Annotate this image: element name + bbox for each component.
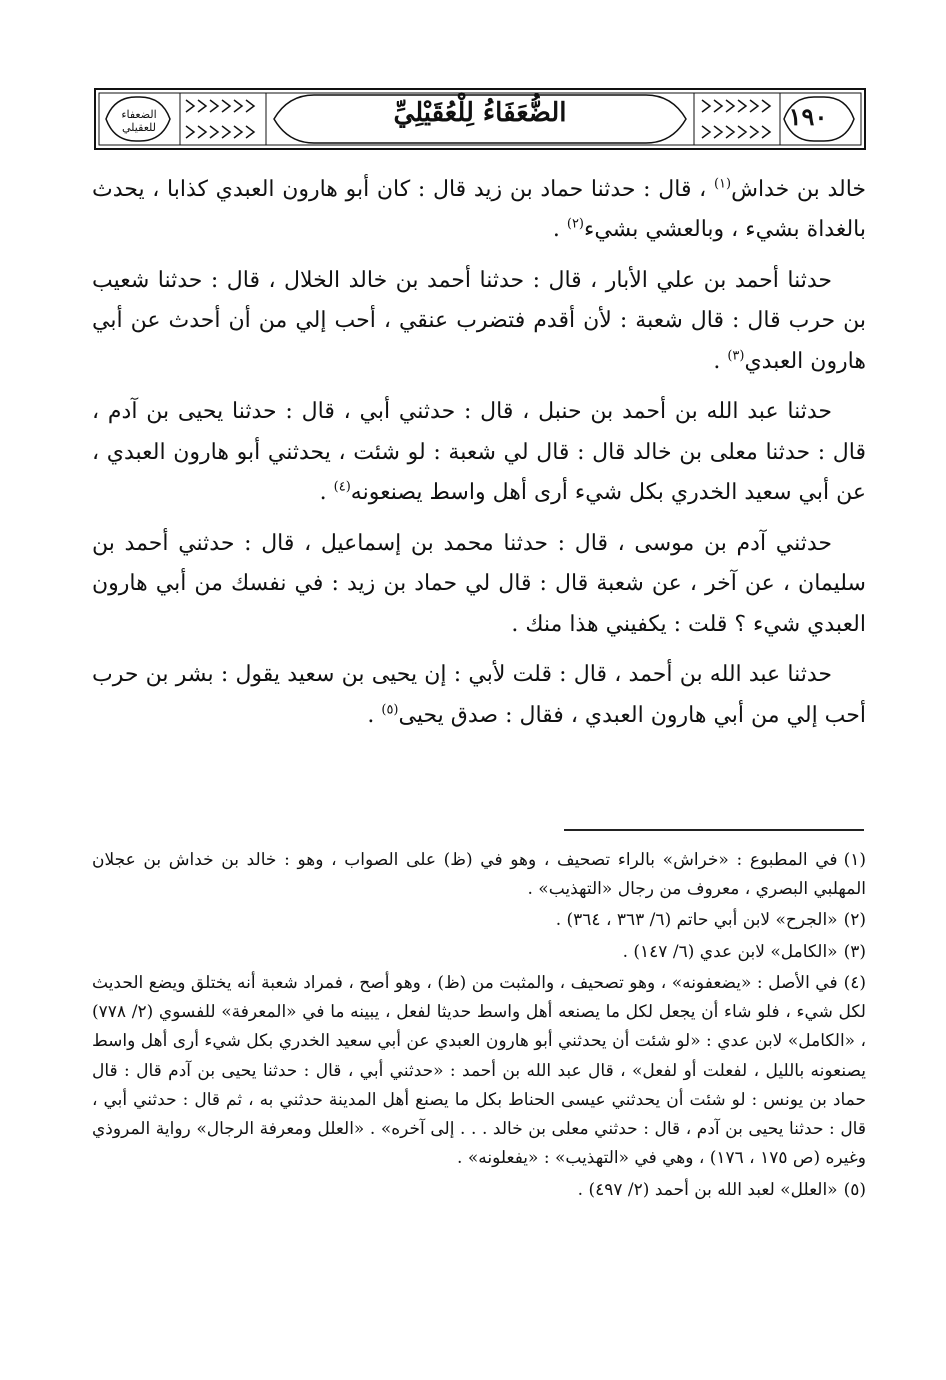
footnote-ref: (١) (713, 176, 732, 192)
paragraph: حدثني آدم بن موسى ، قال : حدثنا محمد بن إسماعيل ، قال : حدثني أحمد بن سليمان ، عن آخر ، عن شعبة قال : قال لي حماد بن زيد : في نفسك من أبي هارون العبدي شيء ؟ قلت : يكفيني هذا منك . (92, 530, 866, 637)
footnote-ref: (٣) (727, 348, 745, 364)
footnote (92, 969, 866, 1174)
footnote-text: في المطبوع : «خراش» بالراء تصحيف ، وهو في (ظ) على الصواب ، وهو : خالد بن خداش بن عجلان المهلبي البصري ، معروف من رجال «التهذيب» . (92, 850, 866, 900)
footnote-text: «الكامل» لابن عدي (٦/ ١٤٧) . (622, 941, 838, 962)
paragraph: حدثنا عبد الله بن أحمد ، قال : قلت لأبي : إن يحيى بن سعيد يقول : بشر بن حرب أحب إلي من أبي هارون العبدي ، فقال : صدق يحيى$^{(٥)}$ . (92, 662, 866, 728)
footnote-text: «العلل» لعبد الله بن أحمد (٢/ ٤٩٧) . (577, 1179, 838, 1200)
page-number: ١٩٠ (788, 102, 828, 131)
paragraph: حدثنا أحمد بن علي الأبار ، قال : حدثنا أحمد بن خالد الخلال ، قال : حدثنا شعيب بن حرب قال : قال شعبة : لأن أقدم فتضرب عنقي ، أحب إلي من أن أحدث عن أبي هارون العبدي$^{(٣)}$ . (92, 267, 866, 374)
footnote-number: (٤) (843, 972, 866, 993)
paragraph: خالد بن خداش$^{(١)}$ ، قال : حدثنا حماد بن زيد قال : كان أبو هارون العبدي كذابا ، يحدث بالغداة بشيء ، وبالعشي بشيء$^{(٢)}$ . (92, 176, 866, 243)
footnote-number: (١) (843, 850, 866, 870)
footnote (92, 846, 866, 904)
book-title: الضُّعَفَاءُ لِلْعُقَيْلِيِّ (393, 98, 567, 128)
footnote (92, 906, 866, 935)
emblem-text: الضعفاء للعقيلي (121, 108, 157, 134)
footnote-number: (٢) (843, 910, 866, 931)
footnote-separator (564, 829, 864, 831)
footnote (92, 938, 866, 967)
book-emblem (104, 96, 174, 140)
footnote-ref: (٥) (381, 702, 399, 718)
paragraph: حدثنا عبد الله بن أحمد بن حنبل ، قال : حدثني أبي ، قال : حدثنا يحيى بن آدم ، قال : حدثنا معلى بن خالد قال : قال لي شعبة : لو شئت ، يحدثني أبو هارون العبدي ، عن أبي سعيد الخدري بكل شيء أرى أهل واسط يصنعونه$^{(٤)}$ . (92, 399, 866, 506)
footnote-number: (٥) (843, 1179, 866, 1200)
footnotes (92, 846, 866, 1207)
footnote (92, 1176, 866, 1205)
footnote-text: «الجرح» لابن أبي حاتم (٦/ ٣٦٣ ، ٣٦٤) . (555, 910, 838, 931)
footnote-text: في الأصل : «يضعفونه» ، وهو تصحيف ، والمثبت من (ظ) ، وهو أصح ، فمراد شعبة أنه يختلق ويضع الحديث لكل شيء ، فلو شاء أن يجعل لكل ما يصنعه أهل واسط حديثا لفعل ، يبينه ما في «المعرفة» للفسوي (٢/ ٧٧٨) ، «الكامل» لابن عدي : «لو شئت أن يحدثني أبو هارون العبدي عن أبي سعيد الخدري بكل شيء أرى أهل واسط يصنعونه بالليل ، لفعلت أو لفعل» ، قال عبد الله بن أحمد : «حدثني أبي ، قال : حدثنا يحيى بن آدم قال : قال حماد بن يونس : لو شئت أن يحدثني عيسى الحناط بكل ما يصنع أهل المدينة حدثني به ، ثم قال : حدثني أبي ، قال : حدثنا يحيى بن آدم ، قال : حدثني معلى بن خالد . . . إلى آخره» . «العلل ومعرفة الرجال» رواية المروذي وغيره (ص ١٧٥ ، ١٧٦) ، وهي في «التهذيب» : «يفعلونه» . (92, 972, 866, 1169)
footnote-ref: (٤) (333, 479, 351, 495)
footnote-ref: (٢) (566, 217, 584, 233)
footnote-number: (٣) (843, 941, 866, 962)
page-header (94, 88, 866, 150)
main-text (92, 170, 866, 746)
